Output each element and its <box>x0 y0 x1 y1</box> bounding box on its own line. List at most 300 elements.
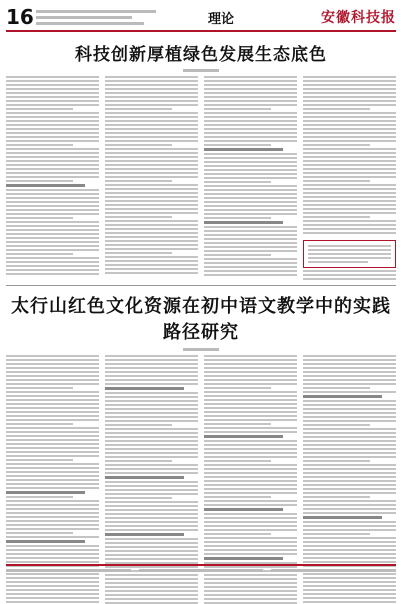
text-line <box>204 193 297 195</box>
text-line <box>6 536 99 538</box>
text-line <box>204 504 297 506</box>
text-line <box>204 173 297 175</box>
text-line <box>204 513 297 515</box>
text-line <box>303 140 396 142</box>
text-line <box>6 545 99 547</box>
text-line <box>303 160 396 162</box>
text-line <box>105 416 198 418</box>
text-line <box>303 589 396 591</box>
text-line <box>6 229 99 231</box>
text-line <box>204 496 271 498</box>
text-line <box>105 460 172 462</box>
text-line <box>204 234 297 236</box>
text-line <box>105 497 172 499</box>
text-line <box>6 407 99 409</box>
text-line <box>204 144 271 146</box>
text-line <box>6 233 99 235</box>
text-line <box>6 176 99 178</box>
text-line <box>6 508 99 510</box>
text-line <box>6 403 99 405</box>
text-line <box>303 96 396 98</box>
text-line <box>105 124 198 126</box>
text-line <box>204 415 297 417</box>
text-line <box>204 476 297 478</box>
text-line <box>303 112 396 114</box>
text-line <box>303 204 396 206</box>
text-line <box>303 472 396 474</box>
text-line <box>204 452 297 454</box>
text-line <box>303 168 396 170</box>
text-line <box>303 496 370 498</box>
text-line <box>204 92 297 94</box>
text-line <box>303 232 396 234</box>
text-line <box>105 272 198 274</box>
text-line <box>105 160 198 162</box>
text-line <box>6 471 99 473</box>
text-line <box>303 228 396 230</box>
article-divider <box>6 285 396 286</box>
subheading-line <box>105 533 184 536</box>
text-line <box>105 168 198 170</box>
text-line <box>6 269 99 271</box>
text-line <box>204 379 297 381</box>
text-line <box>303 208 396 210</box>
text-line <box>204 582 297 584</box>
text-line <box>105 84 198 86</box>
text-line <box>204 533 271 535</box>
text-line <box>303 108 370 110</box>
text-line <box>6 225 99 227</box>
text-line <box>204 355 297 357</box>
text-line <box>308 245 391 247</box>
text-line <box>6 96 99 98</box>
text-line <box>204 464 297 466</box>
text-line <box>6 144 73 146</box>
text-line <box>105 363 198 365</box>
text-line <box>303 152 396 154</box>
text-line <box>204 545 297 547</box>
text-line <box>105 128 198 130</box>
text-line <box>303 561 396 563</box>
text-line <box>308 253 391 255</box>
text-line <box>105 412 198 414</box>
text-line <box>6 213 99 215</box>
text-line <box>6 504 99 506</box>
subheading-line <box>204 557 283 560</box>
text-line <box>204 529 297 531</box>
text-line <box>204 242 297 244</box>
text-line <box>105 200 198 202</box>
text-line <box>105 232 198 234</box>
text-line <box>204 217 271 219</box>
text-line <box>204 375 297 377</box>
text-line <box>6 164 99 166</box>
text-line <box>6 160 99 162</box>
text-line <box>204 254 271 256</box>
text-line <box>303 504 396 506</box>
text-line <box>204 274 297 276</box>
text-line <box>6 532 73 534</box>
text-line <box>204 153 297 155</box>
text-line <box>303 460 370 462</box>
text-line <box>6 217 73 219</box>
text-line <box>303 188 396 190</box>
text-line <box>303 274 396 276</box>
text-line <box>105 436 198 438</box>
text-line <box>204 460 271 462</box>
text-line <box>6 500 99 502</box>
text-line <box>105 582 198 584</box>
text-line <box>204 387 271 389</box>
text-line <box>204 431 297 433</box>
text-line <box>303 500 396 502</box>
text-line <box>6 447 99 449</box>
text-line <box>6 367 99 369</box>
article-1-byline <box>6 69 396 72</box>
text-line <box>105 379 198 381</box>
text-line <box>6 189 99 191</box>
section-title: 理论 <box>207 11 234 27</box>
text-line <box>204 209 297 211</box>
text-line <box>105 216 172 218</box>
article-2-byline <box>6 348 396 351</box>
text-line <box>105 375 198 377</box>
text-line <box>105 444 198 446</box>
text-line <box>303 156 396 158</box>
text-line <box>105 156 198 158</box>
text-line <box>303 508 396 510</box>
text-line <box>204 112 297 114</box>
subheading-line <box>105 387 184 390</box>
article-2-headline: 太行山红色文化资源在初中语文教学中的实践路径研究 <box>11 296 391 343</box>
text-line <box>303 355 396 357</box>
text-line <box>6 257 99 259</box>
text-line <box>303 436 396 438</box>
text-line <box>303 400 396 402</box>
text-line <box>105 100 198 102</box>
text-line <box>105 112 198 114</box>
text-line <box>308 257 391 259</box>
issue-info <box>34 10 156 25</box>
text-line <box>204 246 297 248</box>
text-line <box>204 270 297 272</box>
text-line <box>303 371 396 373</box>
text-line <box>204 132 297 134</box>
text-line <box>303 492 396 494</box>
text-line <box>303 120 396 122</box>
subheading-line <box>204 508 283 511</box>
text-line <box>6 399 99 401</box>
text-line <box>303 424 370 426</box>
text-line <box>6 172 99 174</box>
text-line <box>105 240 198 242</box>
text-line <box>105 546 198 548</box>
text-line <box>204 541 297 543</box>
text-line <box>105 590 198 592</box>
text-line <box>204 169 297 171</box>
text-line <box>204 423 271 425</box>
text-line <box>204 492 297 494</box>
subheading-line <box>204 148 283 151</box>
text-line <box>105 260 198 262</box>
text-line <box>204 403 297 405</box>
text-line <box>105 224 198 226</box>
text-line <box>6 209 99 211</box>
text-line <box>6 245 99 247</box>
text-line <box>204 363 297 365</box>
page-header <box>6 4 396 32</box>
text-line <box>6 92 99 94</box>
text-line <box>6 395 99 397</box>
text-line <box>303 541 396 543</box>
text-line <box>204 177 297 179</box>
text-line <box>204 181 271 183</box>
text-line <box>204 500 297 502</box>
text-line <box>204 525 297 527</box>
text-line <box>303 270 396 272</box>
text-line <box>6 581 99 583</box>
text-line <box>303 521 396 523</box>
text-line <box>6 112 99 114</box>
text-line <box>6 601 99 603</box>
text-line <box>303 412 396 414</box>
text-line <box>105 432 198 434</box>
text-line <box>6 355 99 357</box>
text-line <box>105 355 198 357</box>
text-line <box>6 249 99 251</box>
text-line <box>204 108 271 110</box>
text-line <box>303 545 396 547</box>
text-line <box>105 424 172 426</box>
text-line <box>303 416 396 418</box>
text-line <box>105 452 198 454</box>
text-line <box>204 468 297 470</box>
text-line <box>105 184 198 186</box>
text-line <box>6 435 99 437</box>
text-line <box>204 157 297 159</box>
text-line <box>105 408 198 410</box>
text-line <box>6 363 99 365</box>
text-line <box>6 577 99 579</box>
text-line <box>105 164 198 166</box>
text-line <box>105 598 198 600</box>
text-line <box>105 440 198 442</box>
text-line <box>303 180 370 182</box>
text-line <box>105 448 198 450</box>
text-line <box>303 367 396 369</box>
text-line <box>303 184 396 186</box>
text-line <box>204 448 297 450</box>
text-line <box>6 253 73 255</box>
text-line <box>6 415 99 417</box>
text-line <box>6 387 73 389</box>
text-line <box>303 533 370 535</box>
text-line <box>105 104 198 106</box>
text-line <box>204 399 297 401</box>
text-line <box>303 408 396 410</box>
text-line <box>6 479 99 481</box>
text-line <box>204 521 297 523</box>
text-line <box>6 88 99 90</box>
text-line <box>303 172 396 174</box>
text-line <box>204 383 297 385</box>
text-line <box>6 431 99 433</box>
text-line <box>6 261 99 263</box>
text-line <box>6 512 99 514</box>
text-line <box>105 554 198 556</box>
text-line <box>303 100 396 102</box>
text-line <box>105 359 198 361</box>
text-line <box>6 419 99 421</box>
text-line <box>105 172 198 174</box>
text-line <box>204 258 297 260</box>
text-line <box>105 88 198 90</box>
text-line <box>204 96 297 98</box>
text-line <box>105 481 198 483</box>
text-line <box>6 100 99 102</box>
text-line <box>204 140 297 142</box>
text-line <box>105 578 198 580</box>
text-line <box>105 132 198 134</box>
text-line <box>204 553 297 555</box>
text-line <box>303 488 396 490</box>
text-line <box>6 359 99 361</box>
text-line <box>105 120 198 122</box>
text-line <box>6 241 99 243</box>
text-line <box>303 383 396 385</box>
text-line <box>105 76 198 78</box>
text-line <box>6 132 99 134</box>
text-line <box>6 156 99 158</box>
text-line <box>204 391 297 393</box>
article-1-column <box>6 76 99 280</box>
text-line <box>6 589 99 591</box>
text-line <box>105 96 198 98</box>
masthead: 安徽科技报 <box>321 10 396 26</box>
text-line <box>6 104 99 106</box>
text-line <box>6 273 99 275</box>
text-line <box>303 212 396 214</box>
page-number: 16 <box>6 5 34 29</box>
text-line <box>105 501 198 503</box>
text-line <box>303 573 396 575</box>
text-line <box>303 136 396 138</box>
text-line <box>303 359 396 361</box>
text-line <box>204 230 297 232</box>
text-line <box>6 520 99 522</box>
article-1-body <box>6 76 396 280</box>
text-line <box>303 375 396 377</box>
page-footer <box>6 564 396 572</box>
text-line <box>6 573 99 575</box>
subheading-line <box>6 184 85 187</box>
text-line <box>303 84 396 86</box>
text-line <box>303 420 396 422</box>
text-line <box>6 201 99 203</box>
text-line <box>6 371 99 373</box>
text-line <box>204 594 297 596</box>
text-line <box>303 404 396 406</box>
text-line <box>204 116 297 118</box>
text-line <box>6 80 99 82</box>
text-line <box>303 484 396 486</box>
text-line <box>204 480 297 482</box>
text-line <box>303 557 396 559</box>
text-line <box>105 468 198 470</box>
text-line <box>105 550 198 552</box>
text-line <box>105 558 198 560</box>
text-line <box>105 108 172 110</box>
text-line <box>6 524 99 526</box>
text-line <box>204 238 297 240</box>
text-line <box>204 549 297 551</box>
text-line <box>105 542 198 544</box>
text-line <box>303 124 396 126</box>
text-line <box>105 228 198 230</box>
text-line <box>204 488 297 490</box>
text-line <box>303 363 396 365</box>
text-line <box>6 443 99 445</box>
text-line <box>105 192 198 194</box>
text-line <box>105 256 198 258</box>
text-line <box>204 88 297 90</box>
text-line <box>105 525 198 527</box>
text-line <box>303 581 396 583</box>
text-line <box>204 104 297 106</box>
text-line <box>204 205 297 207</box>
text-line <box>204 407 297 409</box>
text-line <box>6 467 99 469</box>
text-line <box>105 428 198 430</box>
article-1-column <box>105 76 198 280</box>
article-1-column <box>204 76 297 280</box>
text-line <box>6 597 99 599</box>
text-line <box>303 387 370 389</box>
subheading-line <box>105 476 184 479</box>
text-line <box>105 116 198 118</box>
text-line <box>204 84 297 86</box>
text-line <box>303 553 396 555</box>
text-line <box>204 411 297 413</box>
text-line <box>105 268 198 270</box>
text-line <box>105 529 198 531</box>
text-line <box>303 444 396 446</box>
text-line <box>6 152 99 154</box>
text-line <box>6 455 99 457</box>
text-line <box>6 475 99 477</box>
text-line <box>6 128 99 130</box>
text-line <box>204 586 297 588</box>
text-line <box>105 264 198 266</box>
text-line <box>6 265 99 267</box>
text-line <box>303 176 396 178</box>
text-line <box>6 221 99 223</box>
text-line <box>105 236 198 238</box>
text-line <box>6 391 99 393</box>
text-line <box>204 598 297 600</box>
text-line <box>204 128 297 130</box>
text-line <box>105 464 198 466</box>
text-line <box>105 367 198 369</box>
text-line <box>105 538 198 540</box>
text-line <box>303 432 396 434</box>
text-line <box>204 266 297 268</box>
text-line <box>105 140 198 142</box>
text-line <box>303 480 396 482</box>
text-line <box>204 100 297 102</box>
text-line <box>204 161 297 163</box>
text-line <box>6 459 73 461</box>
